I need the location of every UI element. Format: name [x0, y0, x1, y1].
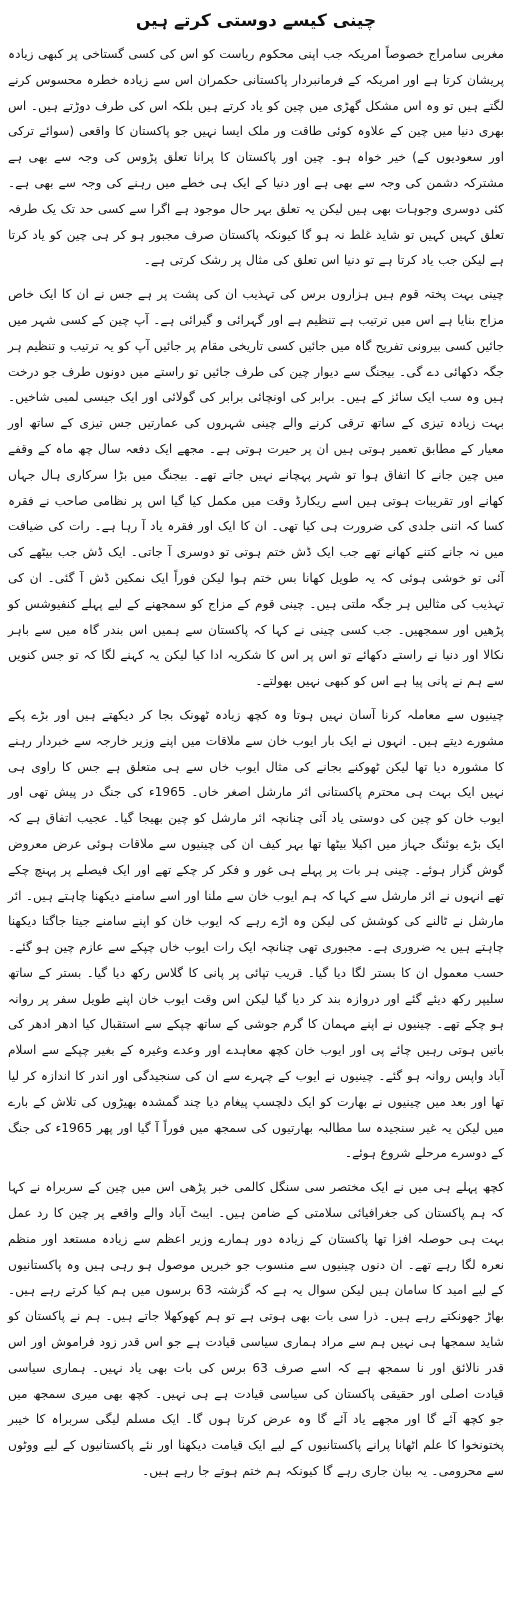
article-paragraph-4: کچھ پہلے ہی میں نے ایک مختصر سی سنگل کالمی خبر پڑھی اس میں چین کے سربراہ نے کہا کہ ہم پاکستان کی جغرافیائی سلامتی کے ضامن ہیں۔ ایبٹ آباد والے واقعے پر چین کا رد عمل بہت ہی حوصلہ افزا تھا پاکستان کے زیادہ دور ہمارے وزیر اعظم سے زیادہ مستعد اور منظم نعرہ لگا رہے تھے۔ ان دنوں چینیوں سے منسوب جو خبریں موصول ہو رہی ہیں وہ پاکستانیوں کے لیے امید کا سامان ہیں لیکن سوال یہ ہے کہ گزشتہ 63 برسوں میں ہم کیا کرتے رہے ہیں۔ بھاڑ جھونکتے رہے ہیں۔ ذرا سی بات بھی ہوتی ہے تو ہم کھوکھلا جاتے ہیں۔ ہم نے پاکستان کو شاید سمجھا ہی نہیں ہم سے مراد ہماری سیاسی قیادت ہے جو اس قدر زود فراموش اور اس قدر نالائق اور نا سمجھ ہے کہ اسے صرف 63 برس کی بات بھی یاد نہیں۔ ہماری سیاسی قیادت اصلی اور حقیقی پاکستان کی سیاسی قیادت ہے ہی نہیں۔ کچھ بھی میری سمجھ میں جو کچھ آئے گا اور مجھے یاد آئے گا وہ عرض کرتا ہوں گا۔ ایک مسلم لیگی سربراہ کا خیبر پختونخوا کا علم اٹھانا پرانے پاکستانیوں کے لیے ایک قیامت دیکھنا اور نئے پاکستانیوں کے لیے ووٹوں سے محرومی۔ یہ بیان جاری رہے گا کیونکہ ہم ختم ہوتے جا رہے ہیں۔	[8, 1180, 504, 1479]
article-paragraph-1: مغربی سامراج خصوصاً امریکہ جب اپنی محکوم ریاست کو اس کی کسی گستاخی پر کبھی زیادہ پریشان کرتا ہے اور امریکہ کے فرمانبردار پاکستانی حکمران اس سے زیادہ خطرہ محسوس کرنے لگتے ہیں تو وہ اس مشکل گھڑی میں چین کو یاد کرتے ہیں بلکہ اس کی طرف دوڑتے ہیں۔ اس بھری دنیا میں چین کے علاوہ کوئی طاقت ور ملک ایسا نہیں جو پاکستان کا واقعی (سوائے ترکی اور سعودیوں کے) خیر خواہ ہو۔ چین اور پاکستان کا پرانا تعلق پڑوس کی وجہ سے بھی ہے مشترکہ دشمن کی وجہ سے بھی ہے اور دنیا کے ایک ہی خطے میں رہنے کی وجہ سے بھی ہے۔ کئی دوسری وجوہات بھی ہیں لیکن یہ تعلق بہر حال موجود ہے اگرا سے کسی حد تک یک طرفہ تعلق کہیں کہیں تو شاید غلط نہ ہو گا کیونکہ پاکستان صرف مجبور ہو کر ہی چین کو یاد کرتا ہے لیکن جب یاد کرتا ہے تو دنیا اس تعلق کی مثال پر رشک کرتی ہے۔	[8, 47, 504, 268]
article-paragraph-2: چینی بہت پختہ قوم ہیں ہزاروں برس کی تہذیب ان کی پشت پر ہے جس نے ان کا ایک خاص مزاج بنایا ہے اس میں ترتیب ہے تنظیم ہے اور گہرائی و گیرائی ہے۔ آپ چین کے کسی شہر میں جائیں کسی بیرونی تفریح گاہ میں جائیں کسی تاریخی مقام پر جائیں آپ کو یہ ترتیب و تنظیم ہر جگہ دکھائی دے گی۔ بیجنگ سے دیوار چین کی طرف جائیں تو راستے میں دونوں طرف جو درخت ہیں وہ سب ایک سائز کے ہیں۔ برابر کی اونچائی برابر کی گولائی اور ایک جیسی لمبی شاخیں۔ بہت زیادہ تیزی کے ساتھ ترقی کرنے والے چینی شہروں کی عمارتیں جس تیزی کے ساتھ اور معیار کے مطابق تعمیر ہوتی ہیں ان پر حیرت ہوتی ہے۔ مجھے ایک دفعہ سال چھ ماہ کے وقفے میں چین جانے کا اتفاق ہوا تو شہر پہچانے نہیں جاتے تھے۔ بیجنگ میں بڑا سرکاری ہال جہاں کھانے اور تقریبات ہوتی ہیں اسے ریکارڈ وقت میں مکمل کیا گیا اس پر نظامی صاحب نے فقرہ کسا کہ اتنی جلدی کی ضرورت ہی کیا تھی۔ ان کا ایک اور فقرہ یاد آ رہا ہے۔ رات کی ضیافت میں نہ جانے کتنے کھانے تھے جب ایک ڈش ختم ہوتی تو دوسری آ جاتی۔ ایک ڈش جب بیٹھے کی آئی تو خوشی ہوئی کہ یہ طویل کھانا بس ختم ہوا لیکن فوراً ایک نمکین ڈش آ گئی۔ ان کی تہذیب کی مثالیں ہر جگہ ملتی ہیں۔ چینی قوم کے مزاج کو سمجھنے کے لیے پہلے کنفیوشس کو پڑھیں اور سمجھیں۔ جب کسی چینی نے کہا کہ پاکستان سے ہمیں اس بندر گاہ میں سے باہر نکالا اور دنیا نے راستے دکھائے تو اس پر اس کا شکریہ ادا کیا لیکن یہ کہنے لگا کہ تو جس کنویں سے ہم نے پانی پیا ہے اس کو کبھی نہیں بھولتے۔	[8, 287, 504, 689]
article-paragraph-3: چینیوں سے معاملہ کرنا آسان نہیں ہوتا وہ کچھ زیادہ ٹھونک بجا کر دیکھتے ہیں اور بڑے پکے مشورے دیتے ہیں۔ انہوں نے ایک بار ایوب خان سے ملاقات میں اپنے وزیر خارجہ سے خبردار رہنے کا مشورہ دیا تھا لیکن ٹھوکنے بجانے کی مثال ایوب خاں سے ہی متعلق ہے جس کا راوی ہی نہیں ایک بہت ہی محترم پاکستانی ائر مارشل اصغر خاں۔ 1965ء کی جنگ در پیش تھی اور ایوب خان کو چین کی دوستی یاد آئی چنانچہ ائر مارشل کو چین بھیجا گیا۔ عجیب اتفاق ہے کہ ایک بڑے بوئنگ جہاز میں اکیلا بیٹھا تھا بہر کیف ان کی چینیوں سے ملاقات ہوئی عرض معروض گوش گزار ہوئے۔ چینی ہر بات پر پہلے ہی غور و فکر کر چکے تھے اور ایک فیصلے پر پہنچ چکے تھے انہوں نے ائر مارشل سے کہا کہ ہم ایوب خان سے ملنا اور اسے سامنے دیکھنا چاہتے ہیں۔ ائر مارشل نے ٹالنے کی کوشش کی لیکن وہ اڑے رہے کہ ایوب خان کو اپنے سامنے جیتا جاگتا دیکھنا چاہتے ہیں یہ ضروری ہے۔ مجبوری تھی چنانچہ ایک رات ایوب خاں چپکے سے عازم چین ہو گئے۔ حسب معمول ان کا بستر لگا دیا گیا۔ قریب تپائی پر پانی کا گلاس رکھ دیا گیا۔ بستر کے ساتھ سلیپر رکھ دیئے گئے اور دروازہ بند کر دیا گیا لیکن اس وقت ایوب خان اپنے طویل سفر پر روانہ ہو چکے تھے۔ چینیوں نے اپنے مہمان کا گرم جوشی کے ساتھ چپکے سے استقبال کیا ادھر ادھر کی باتیں ہوتی رہیں چائے پی اور ایوب خان کچھ معاہدے اور وعدے وغیرہ کے بغیر چپکے سے اسلام آباد واپس روانہ ہو گئے۔ چینیوں نے ایوب کے چہرے سے ان کی سنجیدگی اور اندر کا اندازہ کر لیا تھا اور بعد میں چینیوں نے بھارت کو ایک دلچسپ پیغام دیا چند گمشدہ بھیڑوں کی تلاش کے بارے میں لیکن یہ غیر سنجیدہ سا مطالبہ بھارتیوں کی سمجھ میں فوراً آ گیا اور پھر 1965ء کی جنگ کے دوسرے مرحلے شروع ہوئے۔	[8, 707, 504, 1161]
article-headline: چینی کیسے دوستی کرتے ہیں	[135, 11, 377, 31]
